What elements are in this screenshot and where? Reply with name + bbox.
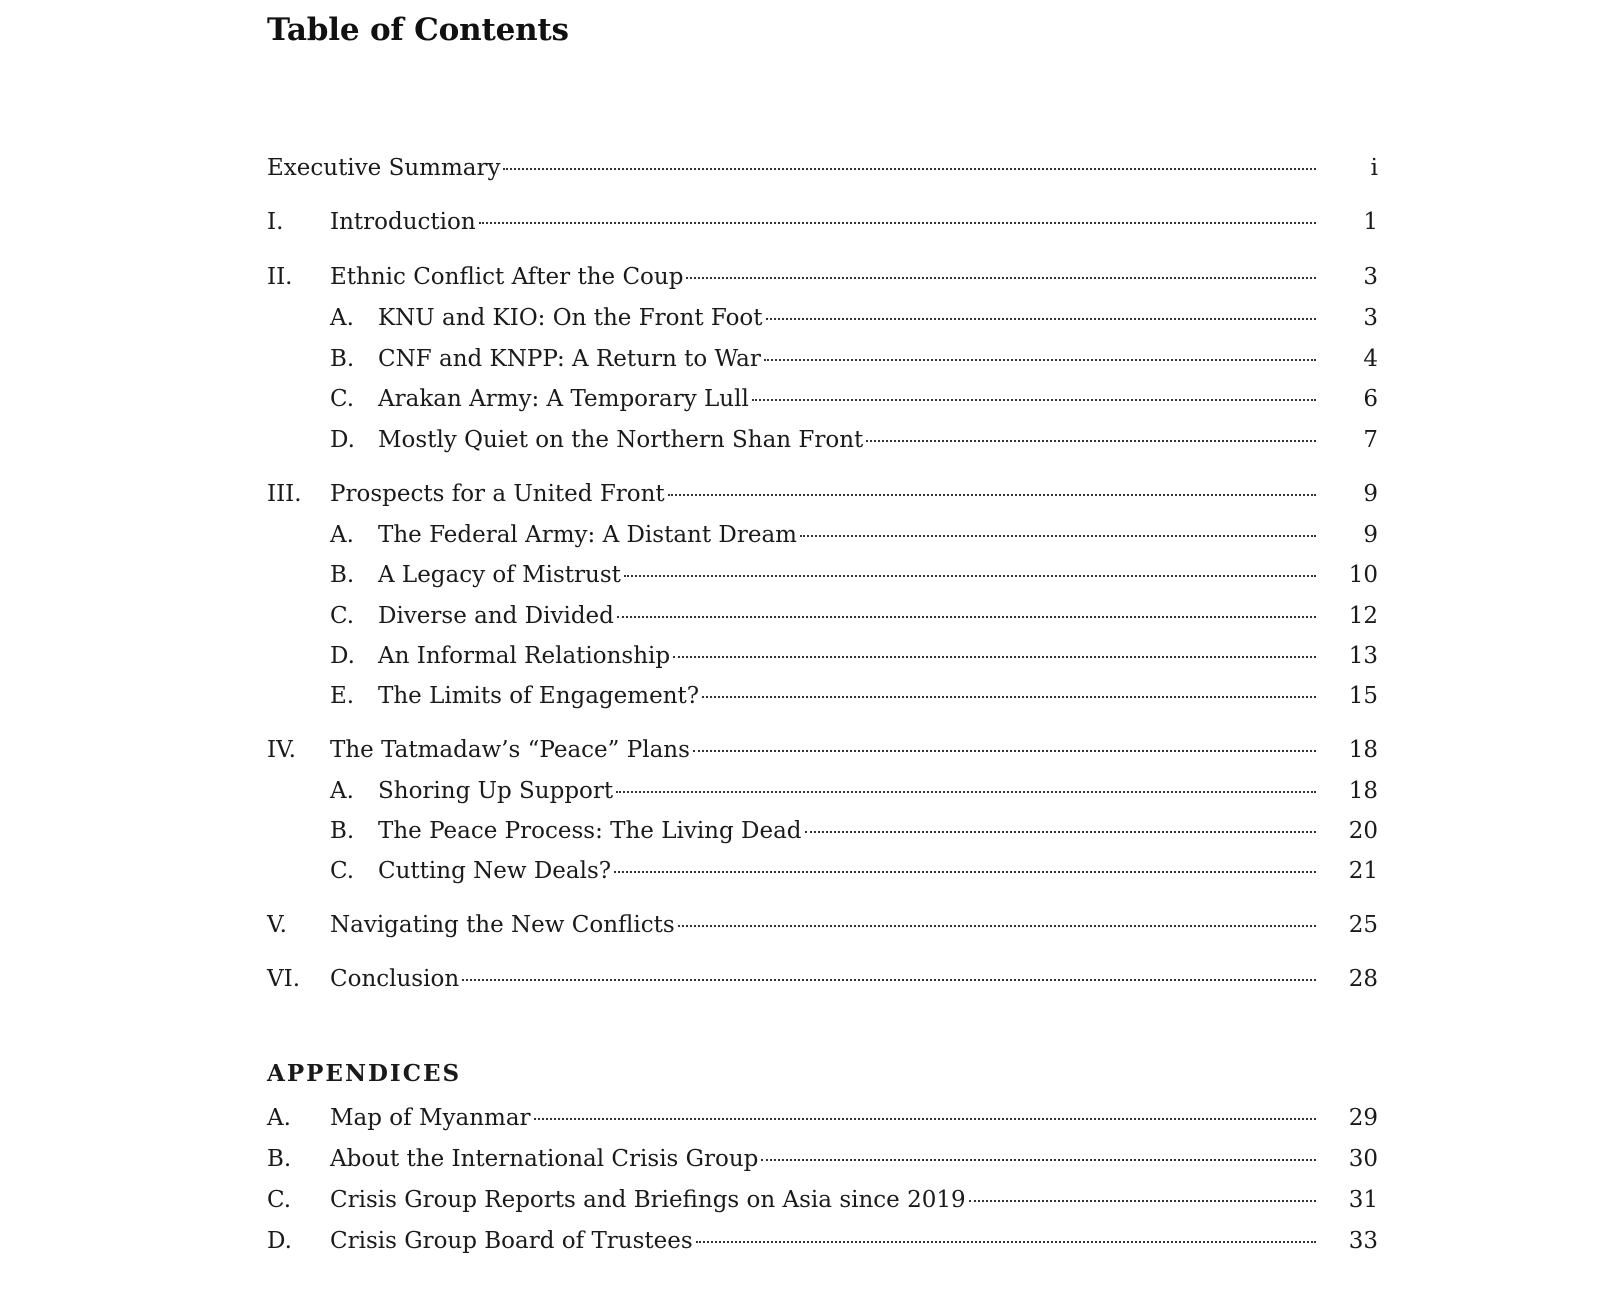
dot-leader [702, 696, 1316, 698]
toc-entry-title: Executive Summary [267, 155, 501, 181]
dot-leader [800, 535, 1316, 537]
toc-entry-title: The Tatmadaw’s “Peace” Plans [330, 737, 690, 763]
dot-leader [761, 1159, 1316, 1161]
toc-entry-title: Ethnic Conflict After the Coup [330, 264, 684, 290]
toc-entry-page: i [1370, 155, 1378, 181]
dot-leader [479, 222, 1316, 224]
toc-entry-title: KNU and KIO: On the Front Foot [378, 305, 763, 331]
toc-entry-title: The Federal Army: A Distant Dream [378, 522, 797, 548]
dot-leader [969, 1200, 1316, 1202]
toc-entry-tatmadaw-peace[interactable] [267, 734, 1377, 766]
toc-subentry-arakan-army[interactable] [267, 383, 1377, 415]
toc-entry-number: D. [330, 427, 355, 453]
toc-entry-page: 25 [1348, 912, 1378, 938]
toc-entry-page: 7 [1363, 427, 1378, 453]
appendix-entry-board[interactable] [267, 1225, 1377, 1257]
toc-entry-united-front[interactable] [267, 478, 1377, 510]
dot-leader [673, 656, 1316, 658]
appendix-entry-reports[interactable] [267, 1184, 1377, 1216]
toc-entry-page: 4 [1363, 346, 1378, 372]
toc-entry-number: B. [330, 562, 355, 588]
dot-leader [503, 168, 1316, 170]
toc-entry-page: 3 [1363, 264, 1378, 290]
toc-subentry-northern-shan[interactable] [267, 424, 1377, 456]
dot-leader [614, 871, 1316, 873]
toc-entry-title: Shoring Up Support [378, 778, 614, 804]
toc-entry-number: A. [330, 522, 354, 548]
toc-entry-page: 9 [1363, 522, 1378, 548]
toc-entry-title: Arakan Army: A Temporary Lull [378, 386, 749, 412]
page-title: Table of Contents [267, 12, 569, 48]
toc-entry-title: Navigating the New Conflicts [330, 912, 675, 938]
dot-leader [624, 575, 1316, 577]
dot-leader [462, 979, 1316, 981]
toc-entry-page: 18 [1348, 778, 1378, 804]
toc-subentry-cutting-deals[interactable] [267, 855, 1377, 887]
toc-entry-page: 21 [1348, 858, 1378, 884]
dot-leader [805, 831, 1316, 833]
toc-subentry-legacy-mistrust[interactable] [267, 559, 1377, 591]
dot-leader [696, 1241, 1316, 1243]
toc-subentry-limits-engagement[interactable] [267, 680, 1377, 712]
toc-entry-page: 18 [1348, 737, 1378, 763]
toc-subentry-informal-relationship[interactable] [267, 640, 1377, 672]
toc-entry-number: C. [267, 1187, 292, 1213]
toc-entry-number: B. [267, 1146, 292, 1172]
toc-entry-page: 33 [1348, 1228, 1378, 1254]
dot-leader [752, 399, 1316, 401]
toc-subentry-cnf-knpp[interactable] [267, 343, 1377, 375]
toc-subentry-knu-kio[interactable] [267, 302, 1377, 334]
toc-entry-number: B. [330, 818, 355, 844]
toc-subentry-peace-process[interactable] [267, 815, 1377, 847]
toc-entry-title: Prospects for a United Front [330, 481, 665, 507]
toc-subentry-shoring-support[interactable] [267, 775, 1377, 807]
toc-entry-number: VI. [267, 966, 301, 992]
toc-entry-title: Conclusion [330, 966, 460, 992]
toc-entry-page: 13 [1348, 643, 1378, 669]
toc-entry-page: 1 [1363, 209, 1378, 235]
toc-entry-page: 28 [1348, 966, 1378, 992]
toc-entry-page: 3 [1363, 305, 1378, 331]
toc-entry-number: III. [267, 481, 302, 507]
dot-leader [693, 750, 1316, 752]
toc-entry-title: The Limits of Engagement? [378, 683, 700, 709]
toc-entry-page: 9 [1363, 481, 1378, 507]
toc-entry-introduction[interactable] [267, 206, 1377, 238]
toc-entry-title: Cutting New Deals? [378, 858, 612, 884]
toc-entry-title: About the International Crisis Group [330, 1146, 759, 1172]
toc-subentry-federal-army[interactable] [267, 519, 1377, 551]
toc-entry-number: C. [330, 858, 355, 884]
dot-leader [766, 318, 1316, 320]
toc-entry-title: CNF and KNPP: A Return to War [378, 346, 761, 372]
toc-entry-title: Crisis Group Board of Trustees [330, 1228, 693, 1254]
toc-entry-title: The Peace Process: The Living Dead [378, 818, 802, 844]
toc-entry-number: C. [330, 386, 355, 412]
dot-leader [866, 440, 1316, 442]
toc-entry-number: V. [267, 912, 287, 938]
toc-entry-title: Mostly Quiet on the Northern Shan Front [378, 427, 864, 453]
toc-entry-title: A Legacy of Mistrust [378, 562, 621, 588]
toc-entry-title: Introduction [330, 209, 476, 235]
dot-leader [534, 1118, 1316, 1120]
toc-entry-number: I. [267, 209, 284, 235]
toc-entry-page: 15 [1348, 683, 1378, 709]
dot-leader [617, 616, 1316, 618]
toc-entry-title: Map of Myanmar [330, 1105, 531, 1131]
dot-leader [764, 359, 1316, 361]
dot-leader [686, 277, 1316, 279]
toc-entry-new-conflicts[interactable] [267, 909, 1377, 941]
toc-entry-page: 30 [1348, 1146, 1378, 1172]
toc-entry-number: D. [330, 643, 355, 669]
appendices-heading: APPENDICES [267, 1060, 462, 1087]
dot-leader [678, 925, 1316, 927]
toc-entry-number: A. [330, 778, 354, 804]
dot-leader [616, 791, 1316, 793]
toc-entry-page: 12 [1348, 603, 1378, 629]
toc-entry-title: An Informal Relationship [378, 643, 671, 669]
appendix-entry-map[interactable] [267, 1102, 1377, 1134]
toc-entry-page: 10 [1348, 562, 1378, 588]
toc-entry-page: 31 [1348, 1187, 1378, 1213]
toc-entry-number: II. [267, 264, 293, 290]
toc-entry-conclusion[interactable] [267, 963, 1377, 995]
toc-entry-number: B. [330, 346, 355, 372]
toc-entry-ethnic-conflict[interactable] [267, 261, 1377, 293]
toc-entry-number: A. [330, 305, 354, 331]
toc-entry-number: D. [267, 1228, 292, 1254]
toc-entry-number: A. [267, 1105, 291, 1131]
toc-entry-number: C. [330, 603, 355, 629]
appendix-entry-about[interactable] [267, 1143, 1377, 1175]
toc-entry-number: E. [330, 683, 355, 709]
toc-entry-page: 20 [1348, 818, 1378, 844]
toc-entry-number: IV. [267, 737, 296, 763]
toc-entry-title: Crisis Group Reports and Briefings on Asia since 2019 [330, 1187, 966, 1213]
toc-entry-executive-summary[interactable] [267, 152, 1377, 184]
toc-entry-title: Diverse and Divided [378, 603, 614, 629]
toc-subentry-diverse-divided[interactable] [267, 600, 1377, 632]
toc-entry-page: 29 [1348, 1105, 1378, 1131]
dot-leader [668, 494, 1316, 496]
toc-entry-page: 6 [1363, 386, 1378, 412]
